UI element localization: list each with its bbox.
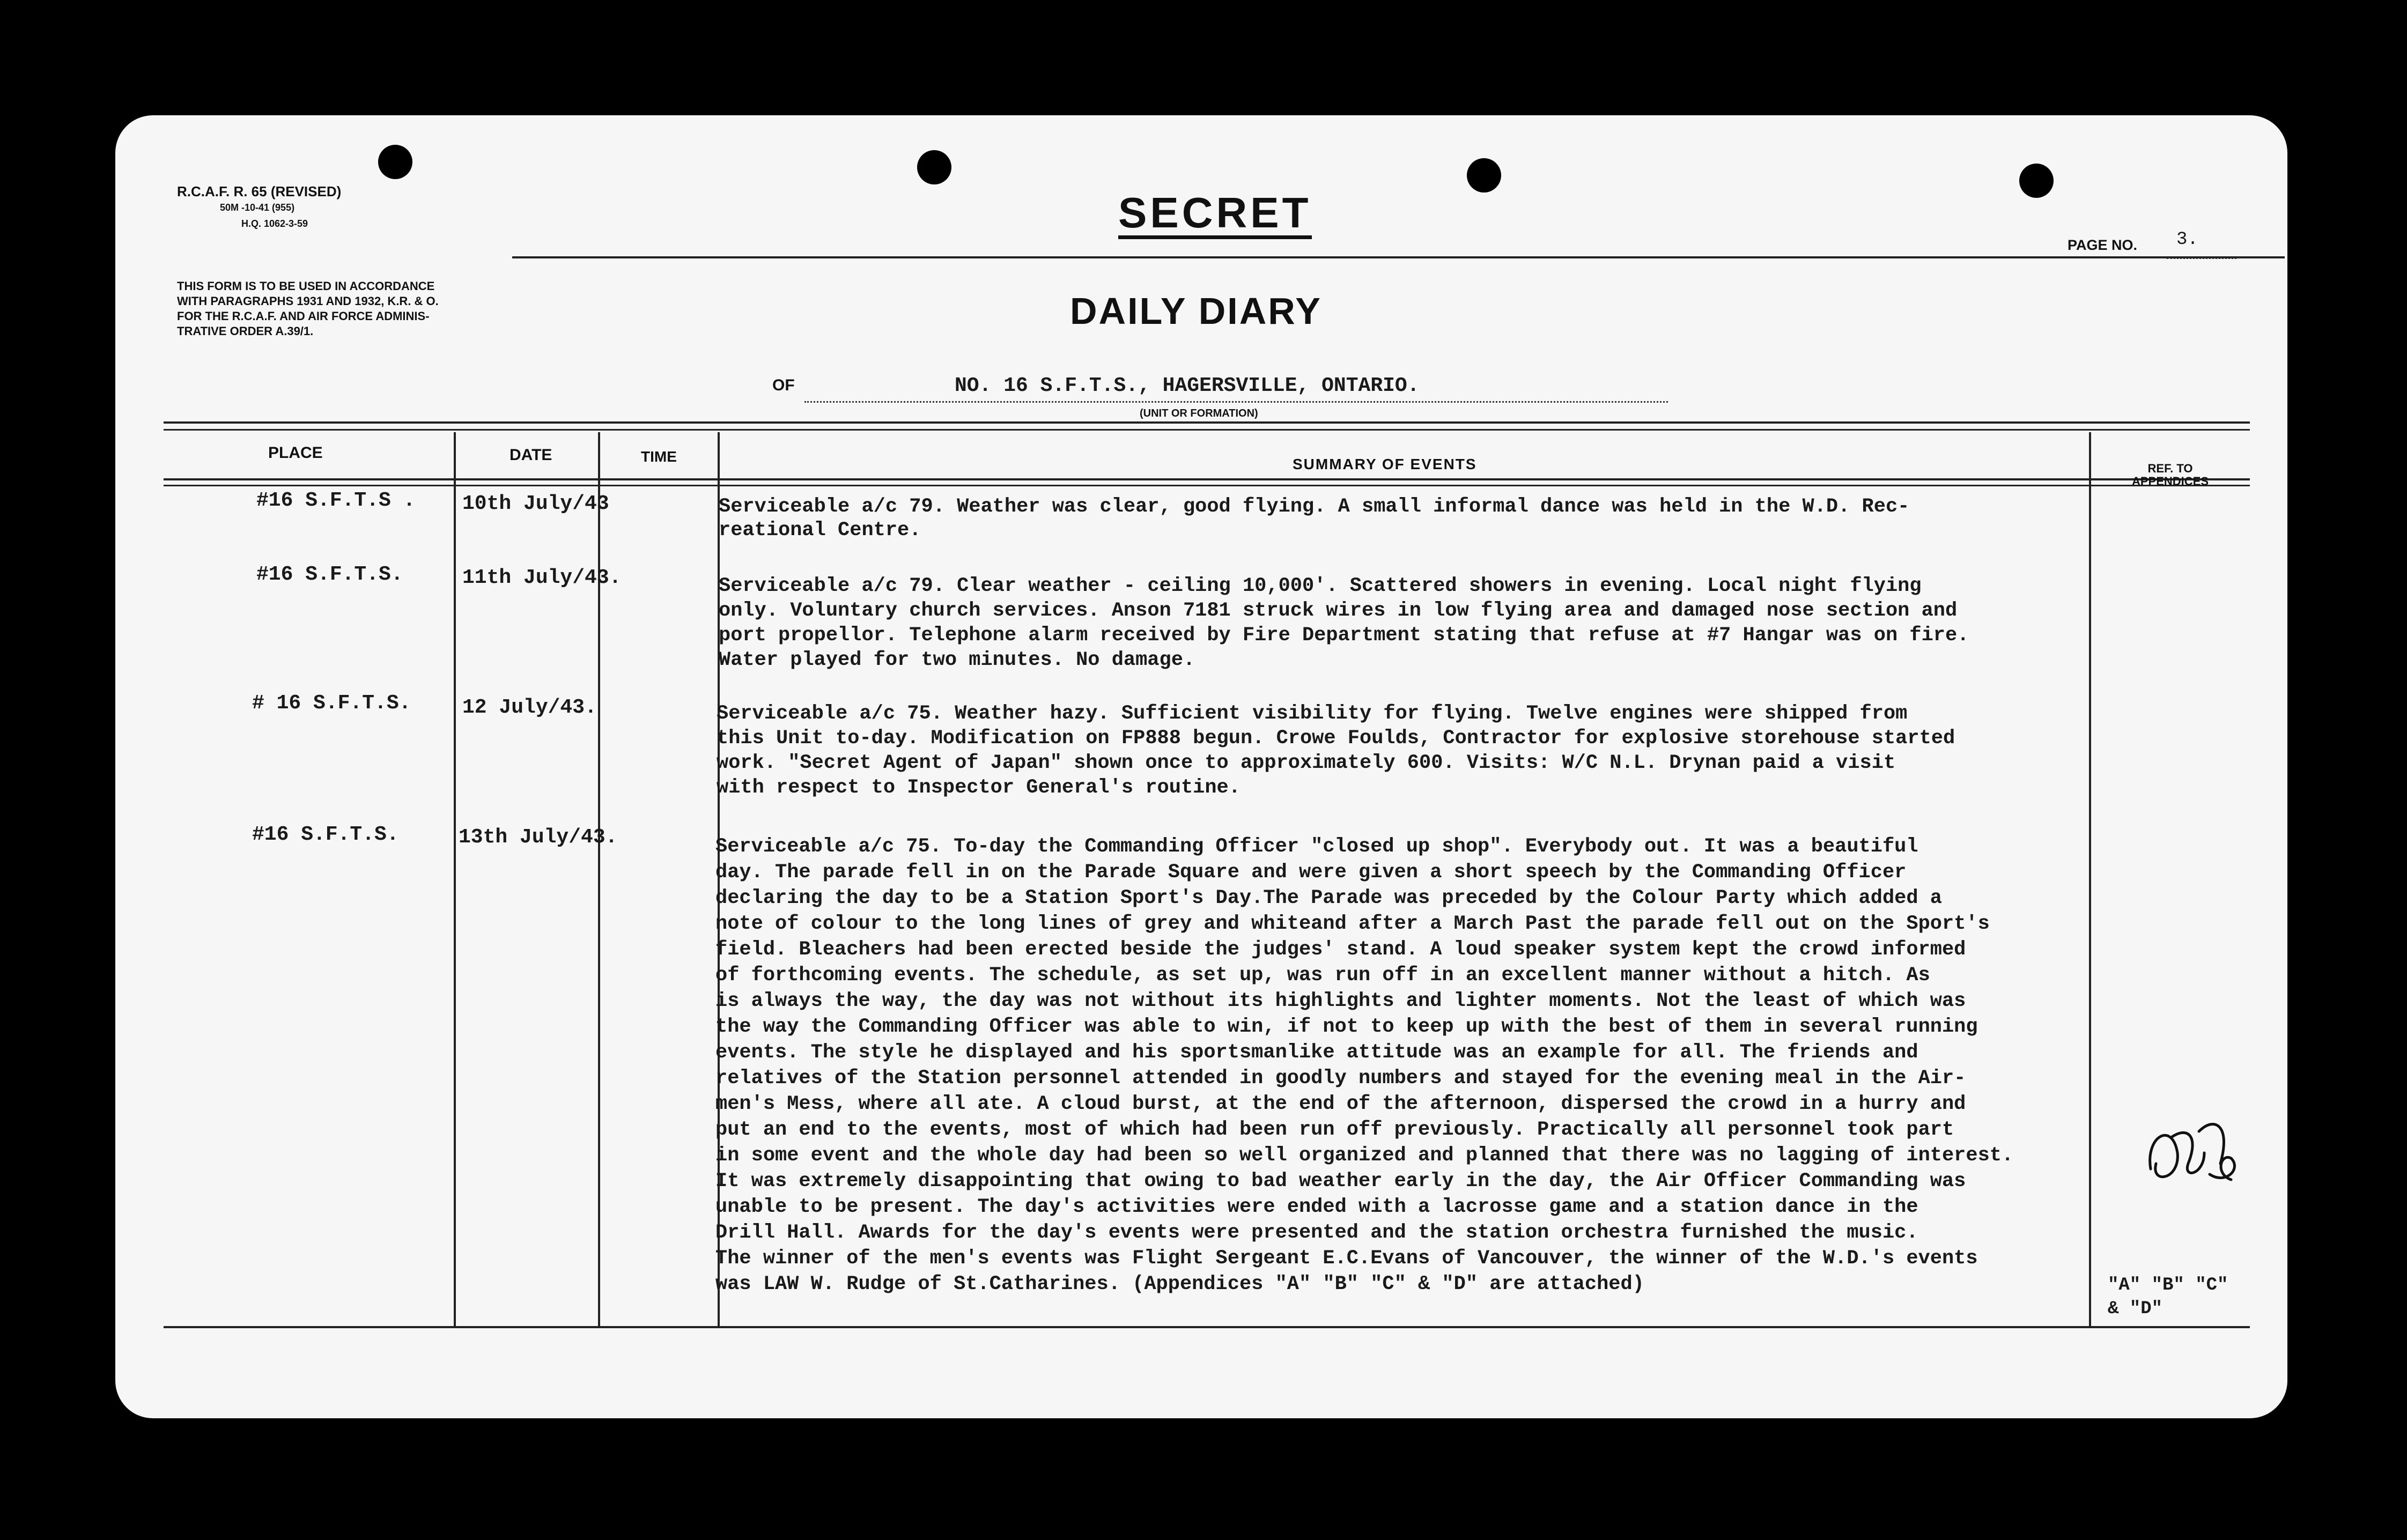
punch-hole — [2019, 164, 2054, 198]
appendix-reference: "A" "B" "C" & "D" — [2108, 1275, 2228, 1319]
entry-summary: Serviceable a/c 75. To-day the Commanding Officer "closed up shop". Everybody out. It was a beautiful day. The parade fell in on the Parade Square and were given a short speech by the Commanding Officer declaring the day to be a Station Sport's Day.The Parade was preceded by the Colour Party which added a note of colour to the long lines of grey and whiteand after a March Past the parade fell out on the Sport's field. Bleachers had been erected beside the judges' stand. A loud speaker system kept the crowd informed of forthcoming events. The schedule, as set up, was run off in an excellent manner without a hitch. As is always the way, the day was not without its highlights and lighter moments. Not the least of which was the way the Commanding Officer was able to win, if not to keep up with the best of them in several running events. The style he displayed and his sportsmanlike attitude was an example for all. The friends and relatives of the Station personnel attended in goodly numbers and stayed for the evening meal in the Air- men's Mess, where all ate. A cloud burst, at the end of the afternoon, dispersed the crowd in a hurry and put an end to the events, most of which had been run off previously. Practically all personnel took part in some event and the whole day had been so well organized and planned that there was no lagging of interest. It was extremely disappointing that owing to bad weather early in the day, the Air Officer Commanding was unable to be present. The day's activities were ended with a lacrosse game and a station dance in the Drill Hall. Awards for the day's events were presented and the station orchestra furnished the music. The winner of the men's events was Flight Sergeant E.C.Evans of Vancouver, the winner of the W.D.'s events was LAW W. Rudge of St.Catharines. (Appendices "A" "B" "C" & "D" are attached) — [715, 835, 2014, 1295]
entry-date: 13th July/43. — [459, 826, 618, 849]
form-code: R.C.A.F. R. 65 (REVISED) 50M -10-41 (955) H.Q. 1062-3-59 — [177, 183, 342, 229]
entry-summary: Serviceable a/c 75. Weather hazy. Sufficient visibility for flying. Twelve engines were shipped from this Unit to-day. Modification on FP888 begun. Crowe Foulds, Contractor for explosive storehouse started work. "Secret Agent of Japan" shown once to approximately 600. Visits: W/C N.L. Drynan paid a visit with respect to Inspector General's routine. — [717, 702, 1955, 799]
column-header-time: TIME — [641, 448, 677, 465]
entry-place: #16 S.F.T.S . — [256, 489, 416, 512]
diary-title: DAILY DIARY — [1070, 290, 1322, 332]
handwritten-initials — [2140, 1105, 2247, 1201]
entry-summary: Serviceable a/c 79. Weather was clear, good flying. A small informal dance was held in the W.D. Rec- reational Centre. — [719, 495, 1910, 542]
column-header-summary: SUMMARY OF EVENTS — [1293, 456, 1477, 472]
form-instructions: THIS FORM IS TO BE USED IN ACCORDANCE WITH PARAGRAPHS 1931 AND 1932, K.R. & O. FOR THE R.C.A.F. AND AIR FORCE ADMINIS- TRATIVE ORDER A.39/1. — [177, 279, 439, 338]
table-top-rule — [164, 429, 2250, 431]
entry-date: 11th July/43. — [462, 566, 622, 589]
column-divider — [454, 432, 456, 1327]
classification-stamp: SECRET — [1118, 190, 1312, 239]
page-number-label: PAGE NO. — [2068, 237, 2138, 253]
column-header-rule — [164, 478, 2250, 480]
entry-summary: Serviceable a/c 79. Clear weather - ceiling 10,000'. Scattered showers in evening. Local night flying only. Voluntary church services. Anson 7181 struck wires in low flying area and damaged nose section and port propellor. Telephone alarm received by Fire Department stating that refuse at #7 Hangar was on fire. Water played for two minutes. No damage. — [719, 575, 1969, 671]
entry-date: 12 July/43. — [462, 696, 597, 719]
punch-hole — [1467, 158, 1501, 192]
unit-of-label: OF — [772, 376, 795, 394]
entry-place: # 16 S.F.T.S. — [252, 692, 411, 715]
entry-place: #16 S.F.T.S. — [256, 563, 403, 586]
punch-hole — [378, 145, 412, 179]
column-header-rule — [164, 485, 2250, 486]
column-header-date: DATE — [510, 446, 552, 464]
page-number: 3. — [2176, 229, 2198, 250]
unit-field — [804, 401, 1668, 403]
column-header-place: PLACE — [268, 444, 323, 462]
header-rule — [512, 256, 2285, 258]
unit-name: NO. 16 S.F.T.S., HAGERSVILLE, ONTARIO. — [955, 374, 1420, 397]
table-bottom-rule — [164, 1326, 2250, 1328]
entry-date: 10th July/43 — [462, 492, 609, 515]
column-header-ref: REF. TO APPENDICES — [2132, 462, 2209, 488]
table-top-rule — [164, 421, 2250, 424]
unit-caption: (UNIT OR FORMATION) — [1140, 408, 1258, 419]
punch-hole — [917, 150, 951, 184]
entry-place: #16 S.F.T.S. — [252, 823, 399, 846]
